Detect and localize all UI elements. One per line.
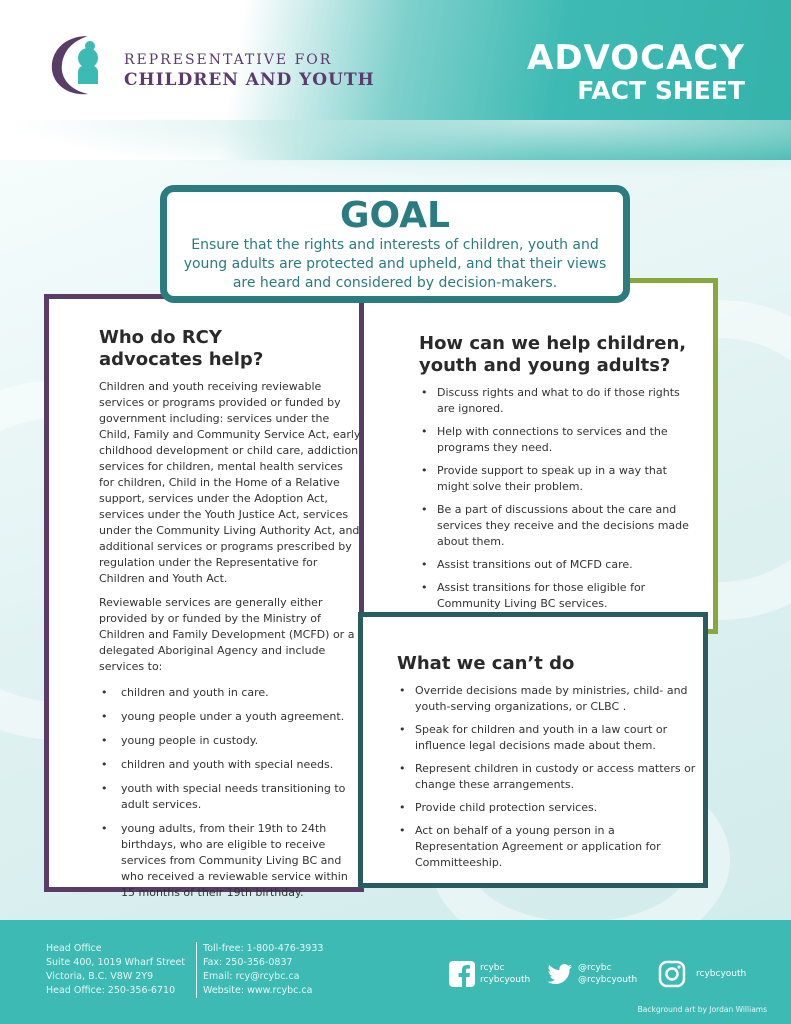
rcy-logo-icon: [48, 32, 112, 96]
sheet-title-line2: FACT SHEET: [577, 76, 745, 105]
who-heading: [99, 327, 361, 371]
office-phone: Head Office: 250-356-6710: [46, 985, 176, 996]
list-item: • Discuss rights and what to do if those rights are ignored.: [419, 385, 699, 417]
goal-text: Ensure that the rights and interests of children, youth and young adults are protected and upheld, and that their views are heard and considered by decision-makers.: [183, 237, 607, 291]
email-link[interactable]: Email: rcy@rcybc.ca: [203, 971, 300, 982]
office-city: Victoria, B.C. V8W 2Y9: [46, 971, 154, 982]
fax: Fax: 250-356-0837: [203, 957, 293, 968]
list-item: • Override decisions made by ministries, child- and youth-serving organizations, or CLBC .: [397, 683, 697, 715]
sheet-title: [527, 40, 745, 106]
facebook-link[interactable]: [448, 960, 530, 988]
list-item: • Represent children in custody or access matters or change these arrangements.: [397, 761, 697, 793]
goal-box: [160, 185, 630, 303]
list-item: • Assist transitions out of MCFD care.: [419, 557, 699, 573]
org-name: [124, 52, 375, 90]
instagram-link[interactable]: [658, 960, 746, 988]
how-panel: [358, 278, 718, 634]
office-street: Suite 400, 1019 Wharf Street: [46, 957, 186, 968]
who-panel: [44, 294, 364, 899]
instagram-handle: rcybcyouth: [696, 969, 747, 979]
office-address: [46, 942, 185, 998]
cant-panel: [358, 612, 708, 888]
cant-list: [397, 683, 697, 871]
list-item: • Provide support to speak up in a way that might solve their problem.: [419, 463, 699, 495]
toll-free: Toll-free: 1-800-476-3933: [203, 943, 324, 954]
list-item: • young people in custody.: [99, 733, 361, 749]
how-heading-line2: youth and young adults?: [419, 355, 671, 376]
who-heading-line1: Who do RCY: [99, 327, 222, 348]
footer: [0, 920, 791, 1024]
list-item: • Act on behalf of a young person in a Representation Agreement or application for Committeeship.: [397, 823, 697, 871]
list-item: • Provide child protection services.: [397, 800, 697, 816]
office-label: Head Office: [46, 943, 102, 954]
list-item: • Assist transitions for those eligible for Community Living BC services.: [419, 580, 699, 612]
twitter-handle-2: @rcybcyouth: [578, 975, 638, 985]
org-name-line2: CHILDREN AND YOUTH: [124, 70, 375, 90]
background-art-credit: Background art by Jordan Williams: [637, 1005, 767, 1014]
org-name-line1: REPRESENTATIVE FOR: [124, 52, 333, 68]
who-heading-line2: advocates help?: [99, 349, 264, 370]
twitter-link[interactable]: [546, 960, 637, 988]
list-item: • Speak for children and youth in a law court or influence legal decisions made about them.: [397, 722, 697, 754]
how-heading: [419, 333, 699, 377]
twitter-handle-1: @rcybc: [578, 963, 612, 973]
list-item: • young people under a youth agreement.: [99, 709, 361, 725]
list-item: • children and youth in care.: [99, 685, 361, 701]
facebook-handle-1: rcybc: [480, 963, 505, 973]
contact-info: [196, 942, 323, 998]
who-list: [99, 685, 361, 901]
list-item: • youth with special needs transitioning to adult services.: [99, 781, 361, 813]
list-item: • young adults, from their 19th to 24th birthdays, who are eligible to receive services from Community Living BC and who received a reviewable service within 15 months of their 19th birthday.: [99, 821, 361, 901]
website-link[interactable]: Website: www.rcybc.ca: [203, 985, 313, 996]
who-paragraph-2: Reviewable services are generally either provided by or funded by the Ministry of Children and Family Development (MCFD) or a delegated Aboriginal Agency and include services to:: [99, 596, 355, 673]
twitter-icon: [546, 960, 574, 988]
who-paragraph-1: Children and youth receiving reviewable services or programs provided or funded by government including: services under the Child, Family and Community Service Act, early childhood development or child care, addiction services for children, mental health services for children, Child in the Home of a Relative support, services under the Adoption Act, services under the Youth Justice Act, services under the Community Living Authority Act, and additional services or programs prescribed by regulation under the Representative for Children and Youth Act.: [99, 380, 361, 585]
goal-heading: GOAL: [340, 195, 450, 236]
sheet-title-line1: ADVOCACY: [527, 38, 745, 78]
instagram-icon: [658, 960, 686, 988]
list-item: • Be a part of discussions about the care and services they receive and the decisions made about them.: [419, 502, 699, 550]
list-item: • children and youth with special needs.: [99, 757, 361, 773]
how-heading-line1: How can we help children,: [419, 333, 687, 354]
how-list: [419, 385, 699, 612]
list-item: • Help with connections to services and the programs they need.: [419, 424, 699, 456]
facebook-icon: [448, 960, 476, 988]
facebook-handle-2: rcybcyouth: [480, 975, 531, 985]
cant-heading: What we can’t do: [397, 653, 575, 674]
brush-stroke: [0, 120, 791, 180]
